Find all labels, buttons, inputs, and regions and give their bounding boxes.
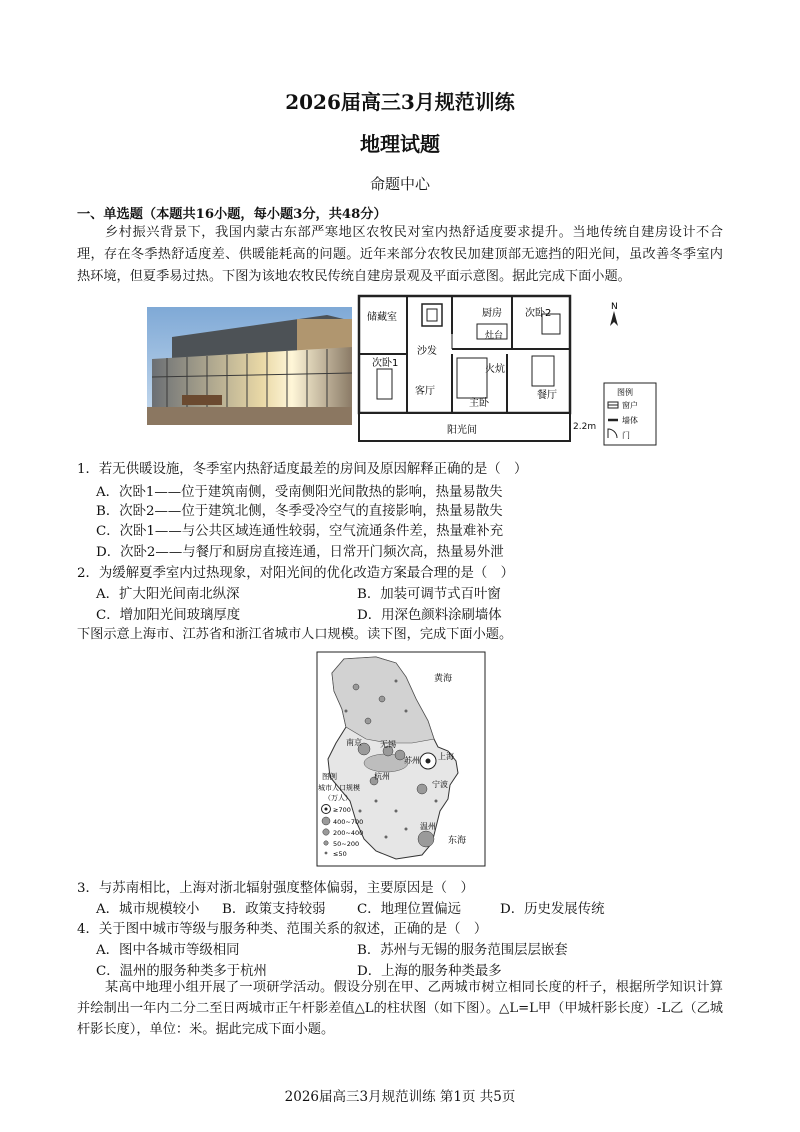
map-legend-item-1: ≥700 bbox=[333, 806, 351, 814]
floorplan-legend bbox=[603, 382, 657, 446]
map-legend-item-5: ≤50 bbox=[333, 850, 347, 858]
passage-2: 下图示意上海市、江苏省和浙江省城市人口规模。读下图，完成下面小题。 bbox=[77, 627, 513, 642]
map-city-shanghai: 上海 bbox=[438, 752, 454, 761]
passage-1: 乡村振兴背景下，我国内蒙古东部严寒地区农牧民对室内热舒适度要求提升。当地传统自建房设计不合理，存在冬季热舒适度差、供暖能耗高的问题。近年来部分农牧民加建顶部无遮挡的阳光间，虽改善冬季室内热环境，但夏季易过热。下图为该地农牧民传统自建房景观及平面示意图。据此完成下面小题。 bbox=[77, 225, 723, 284]
room-living: 客厅 bbox=[415, 386, 435, 397]
room-bedroom2: 次卧2 bbox=[525, 308, 552, 319]
q2-option-a: A．扩大阳光间南北纵深 bbox=[96, 587, 240, 602]
map-city-suzhou: 苏州 bbox=[404, 756, 420, 765]
author-line: 命题中心 bbox=[369, 175, 430, 193]
house-photo bbox=[147, 307, 352, 425]
question-2-stem: 2．为缓解夏季室内过热现象，对阳光间的优化改造方案最合理的是（ ） bbox=[77, 566, 515, 581]
q3-option-b: B．政策支持较弱 bbox=[222, 902, 326, 917]
dimension-label: 2.2m bbox=[573, 422, 597, 432]
q4-option-b: B．苏州与无锡的服务范围层层嵌套 bbox=[357, 943, 568, 958]
page-footer: 2026届高三3月规范训练 第1页 共5页 bbox=[284, 1089, 516, 1105]
q4-option-d: D．上海的服务种类最多 bbox=[357, 964, 502, 979]
q2-option-b: B．加装可调节式百叶窗 bbox=[357, 587, 501, 602]
map-legend-item-3: 200~400 bbox=[333, 829, 364, 837]
q2-option-d: D．用深色颜料涂刷墙体 bbox=[357, 608, 502, 623]
map-city-wenzhou: 温州 bbox=[420, 822, 436, 831]
map-legend-item-2: 400~700 bbox=[333, 818, 364, 826]
map-sea-north: 黄海 bbox=[434, 674, 453, 684]
room-sofa: 沙发 bbox=[417, 346, 437, 357]
subject-title: 地理试题 bbox=[360, 132, 440, 156]
q3-option-d: D．历史发展传统 bbox=[500, 902, 605, 917]
north-label: N bbox=[611, 302, 618, 312]
q3-option-a: A．城市规模较小 bbox=[96, 902, 200, 917]
q1-option-b: B．次卧2——位于建筑北侧，冬季受冷空气的直接影响，热量易散失 bbox=[96, 504, 503, 519]
map-legend-subtitle: 城市人口规模 bbox=[318, 784, 360, 792]
section-heading: 一、单选题（本题共16小题，每小题3分，共48分） bbox=[77, 207, 387, 222]
room-kang: 火炕 bbox=[485, 364, 505, 375]
q3-option-c: C．地理位置偏远 bbox=[357, 902, 461, 917]
population-map bbox=[316, 651, 486, 867]
room-storage: 储藏室 bbox=[367, 312, 397, 323]
room-master: 主卧 bbox=[469, 398, 489, 409]
north-arrow-icon bbox=[603, 300, 625, 328]
map-city-nanjing: 南京 bbox=[346, 738, 362, 747]
map-city-hangzhou: 杭州 bbox=[374, 772, 390, 781]
map-legend-unit: （万人） bbox=[324, 794, 352, 802]
passage-3: 某高中地理小组开展了一项研学活动。假设分别在甲、乙两城市树立相同长度的杆子，根据所学知识计算并绘制出一年内二分二至日两城市正午杆影差值△L的柱状图（如下图）。△L=L甲（甲城杆影长度）-L乙（乙城杆影长度），单位：米。据此完成下面小题。 bbox=[77, 980, 723, 1037]
q1-option-d: D．次卧2——与餐厅和厨房直接连通，日常开门频次高，热量易外泄 bbox=[96, 545, 504, 560]
q4-option-a: A．图中各城市等级相同 bbox=[96, 943, 240, 958]
legend-title: 图例 bbox=[617, 388, 633, 397]
floor-plan bbox=[357, 294, 572, 444]
q1-option-c: C．次卧1——与公共区域连通性较弱，空气流通条件差，热量难补充 bbox=[96, 524, 504, 539]
room-dining: 餐厅 bbox=[537, 390, 557, 401]
q2-option-c: C．增加阳光间玻璃厚度 bbox=[96, 608, 241, 623]
exam-title: 2026届高三3月规范训练 bbox=[285, 90, 515, 114]
map-city-wuxi: 无锡 bbox=[380, 740, 396, 749]
map-legend-title: 图例 bbox=[322, 772, 337, 781]
q1-option-a: A．次卧1——位于建筑南侧，受南侧阳光间散热的影响，热量易散失 bbox=[96, 485, 503, 500]
question-1-stem: 1．若无供暖设施，冬季室内热舒适度最差的房间及原因解释正确的是（ ） bbox=[77, 462, 528, 477]
map-legend-item-4: 50~200 bbox=[333, 840, 360, 848]
map-sea-south: 东海 bbox=[448, 836, 467, 846]
map-city-ningbo: 宁波 bbox=[432, 780, 448, 789]
room-kitchen: 厨房 bbox=[482, 308, 502, 319]
q4-option-c: C．温州的服务种类多于杭州 bbox=[96, 964, 267, 979]
room-stove: 灶台 bbox=[485, 331, 504, 341]
question-3-stem: 3．与苏南相比，上海对浙北辐射强度整体偏弱，主要原因是（ ） bbox=[77, 881, 474, 896]
room-bedroom1: 次卧1 bbox=[372, 358, 399, 369]
legend-door: 门 bbox=[622, 431, 630, 440]
question-4-stem: 4．关于图中城市等级与服务种类、范围关系的叙述，正确的是（ ） bbox=[77, 922, 488, 937]
legend-wall: 墙体 bbox=[622, 416, 638, 425]
room-sunroom: 阳光间 bbox=[447, 425, 477, 436]
legend-window: 窗户 bbox=[622, 401, 638, 410]
